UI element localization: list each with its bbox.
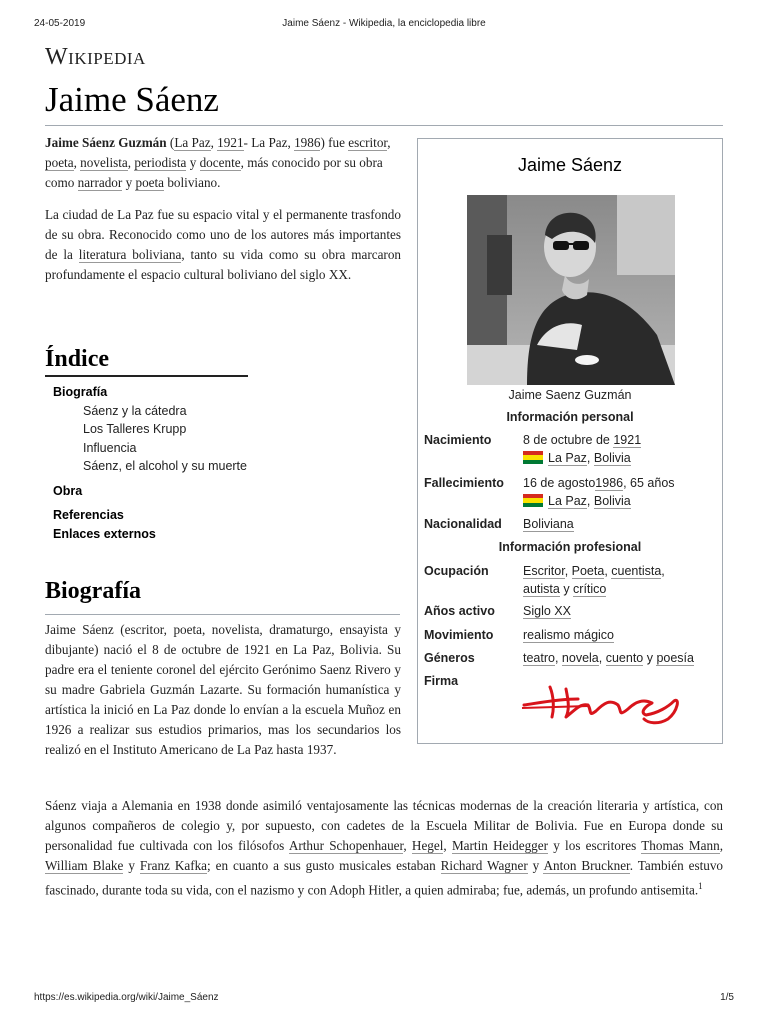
birth-label: Nacimiento	[424, 433, 492, 447]
link-death-city[interactable]: La Paz	[548, 494, 587, 508]
text-fragment: ,	[564, 564, 572, 578]
birth-date: 8 de octubre de	[523, 433, 614, 447]
toc-item-biografia[interactable]: Biografía	[53, 385, 108, 399]
text-fragment: - La Paz,	[243, 135, 295, 150]
text-fragment: , más conocido por su obra como	[45, 155, 383, 190]
toc-item-obra[interactable]: Obra	[53, 483, 83, 498]
link-cuento[interactable]: cuento	[605, 651, 644, 665]
text-fragment: ,	[443, 838, 452, 853]
movement-value	[523, 626, 614, 644]
link-thomas-mann[interactable]: Thomas Mann	[641, 838, 720, 853]
toc-item-enlaces-externos[interactable]: Enlaces externos	[53, 526, 156, 541]
text-fragment: ,	[127, 155, 135, 170]
link-la-paz[interactable]: La Paz	[174, 135, 211, 150]
print-url: https://es.wikipedia.org/wiki/Jaime_Sáenz	[34, 992, 219, 1003]
text-fragment: ,	[403, 838, 412, 853]
signature-image[interactable]	[518, 677, 688, 727]
text-fragment: ,	[554, 651, 562, 665]
link-escritor[interactable]: escritor	[348, 135, 388, 150]
link-realismo-magico[interactable]: realismo mágico	[523, 628, 615, 642]
genres-value	[523, 649, 694, 667]
text-fragment: y	[186, 155, 200, 170]
bolivia-flag-icon	[523, 494, 543, 507]
intro-paragraph-2	[45, 205, 401, 285]
toc-divider	[45, 375, 248, 377]
link-autista-ib[interactable]: autista	[523, 582, 560, 596]
death-value	[523, 474, 675, 510]
link-franz-kafka[interactable]: Franz Kafka	[139, 858, 208, 873]
link-cuentista-ib[interactable]: cuentista	[611, 564, 662, 578]
signature-label: Firma	[424, 674, 459, 688]
text-fragment: La ciudad de La Paz fue su espacio vital y el permanente trasfondo de su obra. Reconocido como uno de los autores más importantes de la	[45, 207, 401, 262]
intro-paragraph-1	[45, 133, 401, 193]
link-death-year[interactable]: 1986	[595, 476, 624, 490]
link-teatro[interactable]: teatro	[523, 651, 555, 665]
death-label: Fallecimiento	[424, 476, 504, 490]
text-fragment: y	[123, 858, 140, 873]
nationality-label: Nacionalidad	[424, 517, 502, 531]
text-fragment: ,	[719, 838, 723, 853]
section-title-biografia: Biografía	[45, 578, 141, 604]
link-poeta-ib[interactable]: Poeta	[571, 564, 605, 578]
link-hegel[interactable]: Hegel	[411, 838, 444, 853]
text-fragment: ,	[604, 564, 612, 578]
text-fragment: boliviano.	[164, 175, 221, 190]
link-literatura-boliviana[interactable]: literatura boliviana	[78, 247, 182, 262]
nationality-value	[523, 515, 574, 533]
text-fragment: (	[166, 135, 175, 150]
toc-item-alcohol-muerte[interactable]: Sáenz, el alcohol y su muerte	[83, 459, 247, 473]
portrait-photo[interactable]	[467, 195, 675, 385]
link-docente[interactable]: docente	[199, 155, 241, 170]
text-fragment: ,	[387, 135, 391, 150]
biografia-paragraph-1: Jaime Sáenz (escritor, poeta, novelista, dramaturgo, ensayista y dibujante) nació el 8 de octubre de 1921 en La Paz, Bolivia. Su padre era el teniente coronel del ejército Gerónimo Saenz Rivero y su madre Gabriela Guzmán Lazarte. Su formación humanística y artística la inició en La Paz donde lo envían a la escuela Muñoz en 1926 a realizar sus estudios primarios, mas los secundarios los realizó en el Instituto Americano de La Paz hasta 1937.	[45, 622, 401, 757]
link-novelista[interactable]: novelista	[80, 155, 128, 170]
print-date: 24-05-2019	[34, 18, 86, 29]
section-divider	[45, 614, 400, 615]
link-richard-wagner[interactable]: Richard Wagner	[440, 858, 528, 873]
text-fragment: ) fue	[320, 135, 349, 150]
text-fragment: y	[527, 858, 544, 873]
link-birth-year[interactable]: 1921	[613, 433, 642, 447]
print-footer	[0, 992, 768, 1006]
toc-item-talleres-krupp[interactable]: Los Talleres Krupp	[83, 422, 187, 436]
genres-label: Géneros	[424, 651, 475, 665]
years-active-value	[523, 602, 571, 620]
link-escritor-ib[interactable]: Escritor	[523, 564, 565, 578]
death-age: , 65 años	[623, 476, 675, 490]
link-poesia[interactable]: poesía	[656, 651, 694, 665]
movement-label: Movimiento	[424, 628, 494, 642]
link-birth-country[interactable]: Bolivia	[593, 451, 631, 465]
link-schopenhauer[interactable]: Arthur Schopenhauer	[288, 838, 404, 853]
text-fragment: ,	[598, 651, 606, 665]
table-of-contents	[45, 346, 250, 543]
bolivia-flag-icon	[523, 451, 543, 464]
text-fragment: . También estuvo fascinado, durante toda su vida, con el nazismo y con Adoph Hitler, a quien admiraba; fue, además, un profundo antisemita.	[45, 858, 724, 898]
link-1921[interactable]: 1921	[217, 135, 244, 150]
link-poeta-2[interactable]: poeta	[135, 175, 165, 190]
title-divider	[45, 125, 723, 126]
toc-item-influencia[interactable]: Influencia	[83, 440, 137, 455]
infobox	[417, 138, 723, 744]
text-fragment: ,	[586, 451, 594, 465]
biografia-paragraph-2	[45, 796, 723, 900]
infobox-title: Jaime Sáenz	[517, 155, 623, 175]
link-narrador[interactable]: narrador	[77, 175, 123, 190]
text-fragment: y	[559, 582, 574, 596]
link-william-blake[interactable]: William Blake	[45, 858, 124, 873]
reference-marker[interactable]: 1	[698, 881, 703, 891]
occupation-label: Ocupación	[424, 564, 489, 578]
page-number: 1/5	[720, 992, 734, 1003]
text-fragment: ,	[661, 564, 665, 578]
link-heidegger[interactable]: Martin Heidegger	[451, 838, 548, 853]
bold-name: Jaime Sáenz Guzmán	[45, 135, 167, 150]
link-siglo-xx[interactable]: Siglo XX	[523, 604, 571, 618]
link-novela[interactable]: novela	[561, 651, 599, 665]
text-fragment: ,	[73, 155, 81, 170]
text-fragment: ; en cuanto a sus gusto musicales estaban	[207, 858, 441, 873]
text-fragment: ,	[210, 135, 218, 150]
link-death-country[interactable]: Bolivia	[593, 494, 631, 508]
death-date: 16 de agosto	[523, 476, 596, 490]
print-doc-title: Jaime Sáenz - Wikipedia, la enciclopedia libre	[282, 18, 486, 29]
occupation-value	[523, 562, 713, 598]
personal-info-header: Información personal	[506, 410, 634, 424]
link-poeta[interactable]: poeta	[45, 155, 74, 170]
link-periodista[interactable]: periodista	[134, 155, 187, 170]
years-active-label: Años activo	[424, 604, 495, 618]
portrait-photo-drawing	[467, 195, 675, 385]
birth-value	[523, 431, 641, 467]
print-header	[0, 18, 768, 32]
text-fragment: y	[122, 175, 136, 190]
link-boliviana[interactable]: Boliviana	[523, 517, 574, 531]
link-birth-city[interactable]: La Paz	[548, 451, 587, 465]
text-fragment: y los escritores	[548, 838, 642, 853]
text-fragment: Sáenz viaja a Alemania en 1938 donde asimiló ventajosamente las técnicas modernas de la creación literaria y artística, con algunos compañeros de colegio y, por supuesto, con cadetes de la Escuela Militar de Bolivia. Fue en Europa donde su personalidad fue cultivada con los filósofos	[45, 798, 723, 853]
link-anton-bruckner[interactable]: Anton Bruckner	[543, 858, 630, 873]
text-fragment: , tanto su vida como su obra marcaron profundamente el espacio cultural boliviano del siglo XX.	[45, 247, 402, 282]
text-fragment: ,	[586, 494, 594, 508]
link-critico-ib[interactable]: crítico	[573, 582, 607, 596]
toc-item-saenz-catedra[interactable]: Sáenz y la cátedra	[83, 403, 187, 418]
link-1986[interactable]: 1986	[294, 135, 321, 150]
portrait-caption: Jaime Saenz Guzmán	[508, 388, 632, 402]
toc-title: Índice	[45, 346, 110, 372]
text-fragment: y	[643, 651, 657, 665]
wikipedia-wordmark[interactable]: Wikipedia	[45, 44, 146, 70]
page-title: Jaime Sáenz	[45, 80, 219, 119]
toc-item-referencias[interactable]: Referencias	[53, 508, 124, 522]
professional-info-header: Información profesional	[498, 540, 642, 554]
